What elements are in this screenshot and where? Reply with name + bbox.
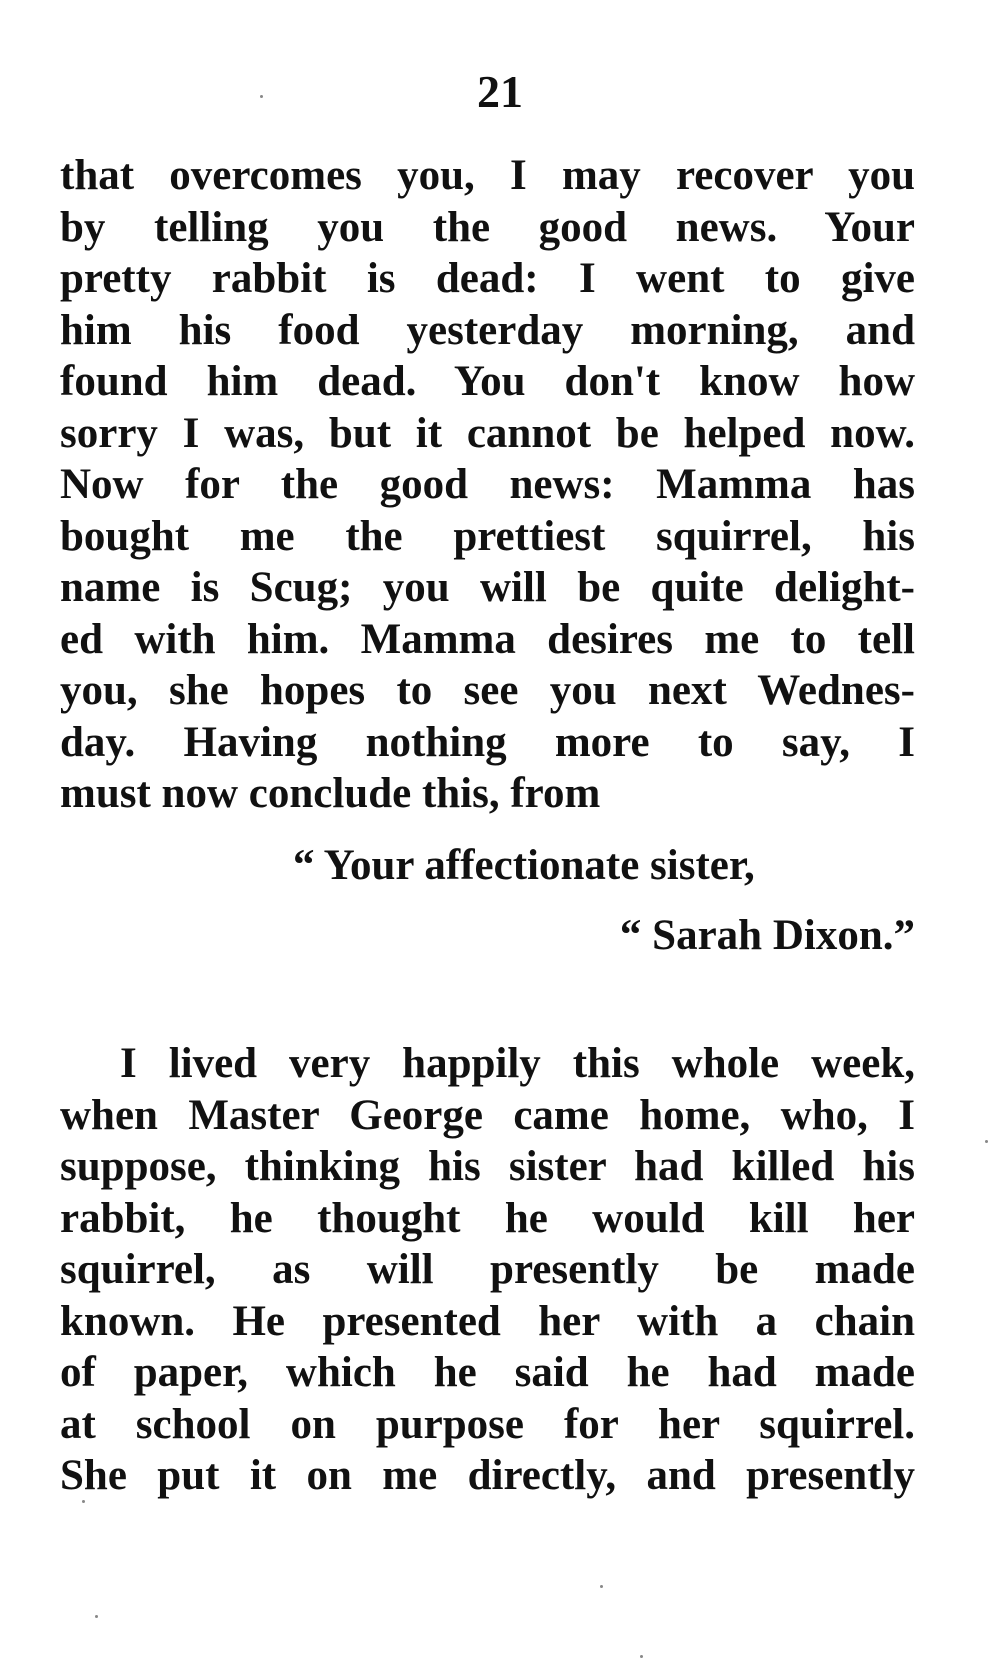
letter-body bbox=[60, 150, 915, 820]
text-line: rabbit, he thought he would kill her bbox=[60, 1194, 915, 1242]
paper-speck bbox=[600, 1585, 603, 1588]
paper-speck bbox=[82, 1500, 85, 1503]
text-line: of paper, which he said he had made bbox=[60, 1349, 915, 1396]
text-line: ed with him. Mamma desires me to tell bbox=[60, 615, 915, 663]
text-line: I lived very happily this whole week, bbox=[120, 1040, 915, 1087]
text-line: must now conclude this, from bbox=[60, 770, 601, 817]
text-line: you, she hopes to see you next Wednes- bbox=[60, 667, 915, 714]
paper-speck bbox=[985, 1140, 988, 1143]
letter-signature: “ Sarah Dixon.” bbox=[619, 912, 915, 959]
text-line: squirrel, as will presently be made bbox=[60, 1246, 915, 1293]
text-line: She put it on me directly, and presently bbox=[60, 1452, 915, 1499]
paper-speck bbox=[640, 1655, 643, 1658]
text-line: Now for the good news: Mamma has bbox=[60, 461, 915, 508]
paper-speck bbox=[95, 1615, 98, 1618]
paper-speck bbox=[260, 95, 263, 98]
letter-closing: “ Your affectionate sister, bbox=[293, 842, 755, 889]
page-number: 21 bbox=[477, 66, 523, 117]
text-line: that overcomes you, I may recover you bbox=[60, 152, 915, 199]
text-line: name is Scug; you will be quite delight- bbox=[60, 564, 915, 611]
text-line: pretty rabbit is dead: I went to give bbox=[60, 255, 915, 302]
text-line: sorry I was, but it cannot be helped now. bbox=[60, 409, 915, 457]
text-line: suppose, thinking his sister had killed his bbox=[60, 1143, 915, 1190]
text-line: when Master George came home, who, I bbox=[60, 1091, 915, 1139]
text-line: found him dead. You don't know how bbox=[60, 358, 915, 405]
text-line: him his food yesterday morning, and bbox=[60, 306, 915, 354]
narrative-paragraph bbox=[60, 1038, 915, 1502]
text-line: by telling you the good news. Your bbox=[60, 203, 915, 251]
text-line: at school on purpose for her squirrel. bbox=[60, 1400, 915, 1448]
text-line: bought me the prettiest squirrel, his bbox=[60, 512, 915, 560]
text-line: known. He presented her with a chain bbox=[60, 1297, 915, 1345]
text-line: day. Having nothing more to say, I bbox=[60, 718, 915, 766]
